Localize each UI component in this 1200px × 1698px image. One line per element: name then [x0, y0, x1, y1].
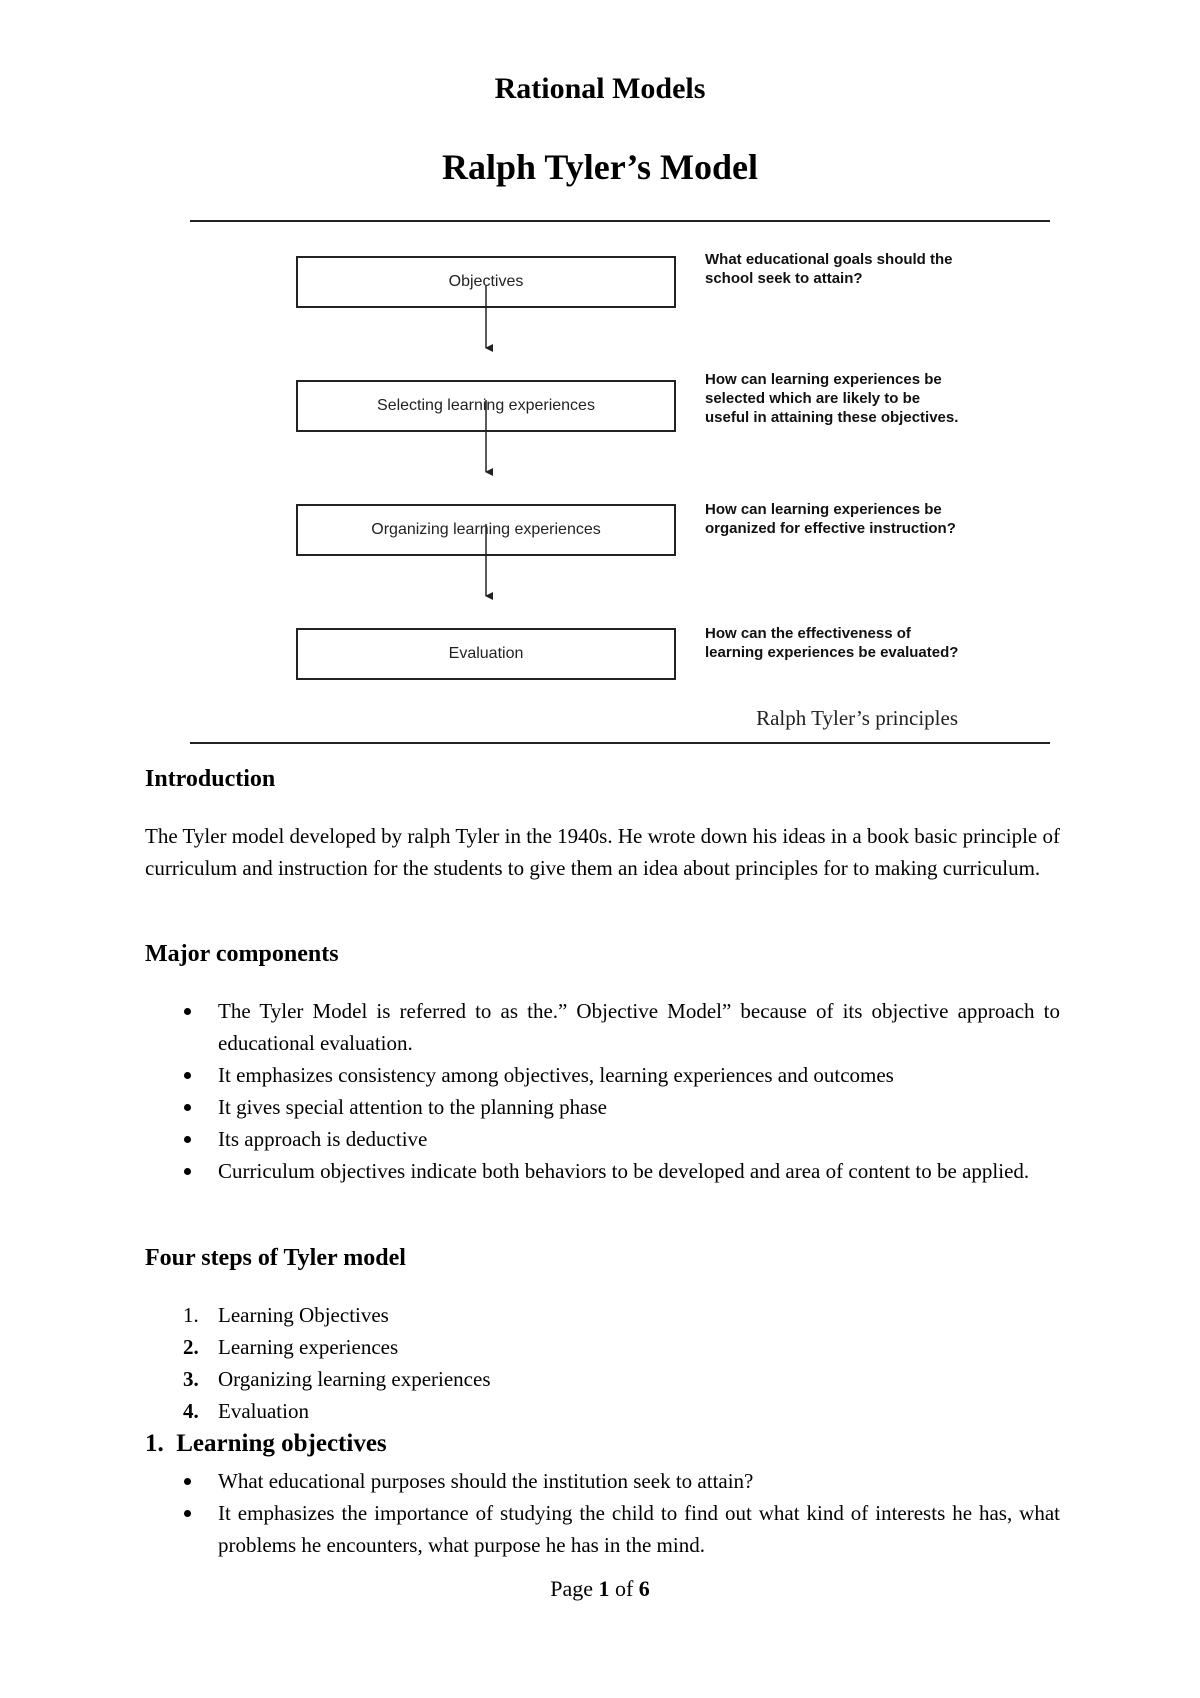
page-number: Page 1 of 6 [550, 1576, 650, 1601]
step-question-organizing: How can learning experiences be organized for effective instruction? [705, 501, 956, 537]
learning-objectives-list [145, 1465, 1060, 1561]
list-item: 3. Organizing learning experiences [183, 1367, 491, 1391]
list-item: The Tyler Model is referred to as the.” Objective Model” because of its objective approach to educational evaluation. [145, 995, 1060, 1059]
bullet-icon [184, 1510, 191, 1517]
major-components-list [145, 995, 1060, 1187]
step-question-selecting: How can learning experiences be selected which are likely to be useful in attaining these objectives. [705, 371, 959, 426]
list-item: 1. Learning Objectives [183, 1303, 389, 1327]
list-item: 4. Evaluation [183, 1399, 309, 1423]
list-item: It emphasizes the importance of studying the child to find out what kind of interests he has, what problems he encounters, what purpose he has in the mind. [145, 1497, 1060, 1561]
bullet-icon [184, 1008, 191, 1015]
list-item: It gives special attention to the planning phase [145, 1091, 1060, 1123]
tyler-model-diagram [190, 214, 1050, 744]
introduction-text: The Tyler model developed by ralph Tyler in the 1940s. He wrote down his ideas in a book basic principle of curriculum and instruction for the students to give them an idea about principles for to making curriculum. [145, 824, 1060, 880]
step-box-objectives: Objectives [296, 256, 676, 308]
introduction-heading: Introduction [145, 766, 276, 792]
step-question-objectives: What educational goals should the school seek to attain? [705, 251, 953, 287]
document-subtitle: Ralph Tyler’s Model [442, 147, 758, 187]
four-steps-heading: Four steps of Tyler model [145, 1245, 406, 1271]
bullet-icon [184, 1104, 191, 1111]
bullet-icon [184, 1168, 191, 1175]
list-item: It emphasizes consistency among objectives, learning experiences and outcomes [145, 1059, 1060, 1091]
list-item: Curriculum objectives indicate both behaviors to be developed and area of content to be applied. [145, 1155, 1060, 1187]
bullet-icon [184, 1072, 191, 1079]
step-box-organizing: Organizing learning experiences [296, 504, 676, 556]
step-box-selecting: Selecting learning experiences [296, 380, 676, 432]
learning-objectives-heading: 1. Learning objectives [145, 1430, 387, 1457]
four-steps-list [145, 1299, 1060, 1427]
document-title: Rational Models [494, 72, 706, 105]
major-components-heading: Major components [145, 941, 339, 967]
step-box-evaluation: Evaluation [296, 628, 676, 680]
list-item: 2. Learning experiences [183, 1335, 399, 1359]
step-question-evaluation: How can the effectiveness of learning experiences be evaluated? [705, 625, 959, 661]
list-item: Its approach is deductive [145, 1123, 1060, 1155]
list-item: What educational purposes should the institution seek to attain? [145, 1465, 1060, 1497]
figure-caption: Ralph Tyler’s principles [756, 706, 958, 730]
bullet-icon [184, 1136, 191, 1143]
bullet-icon [184, 1478, 191, 1485]
figure-bottom-rule [190, 742, 1050, 744]
